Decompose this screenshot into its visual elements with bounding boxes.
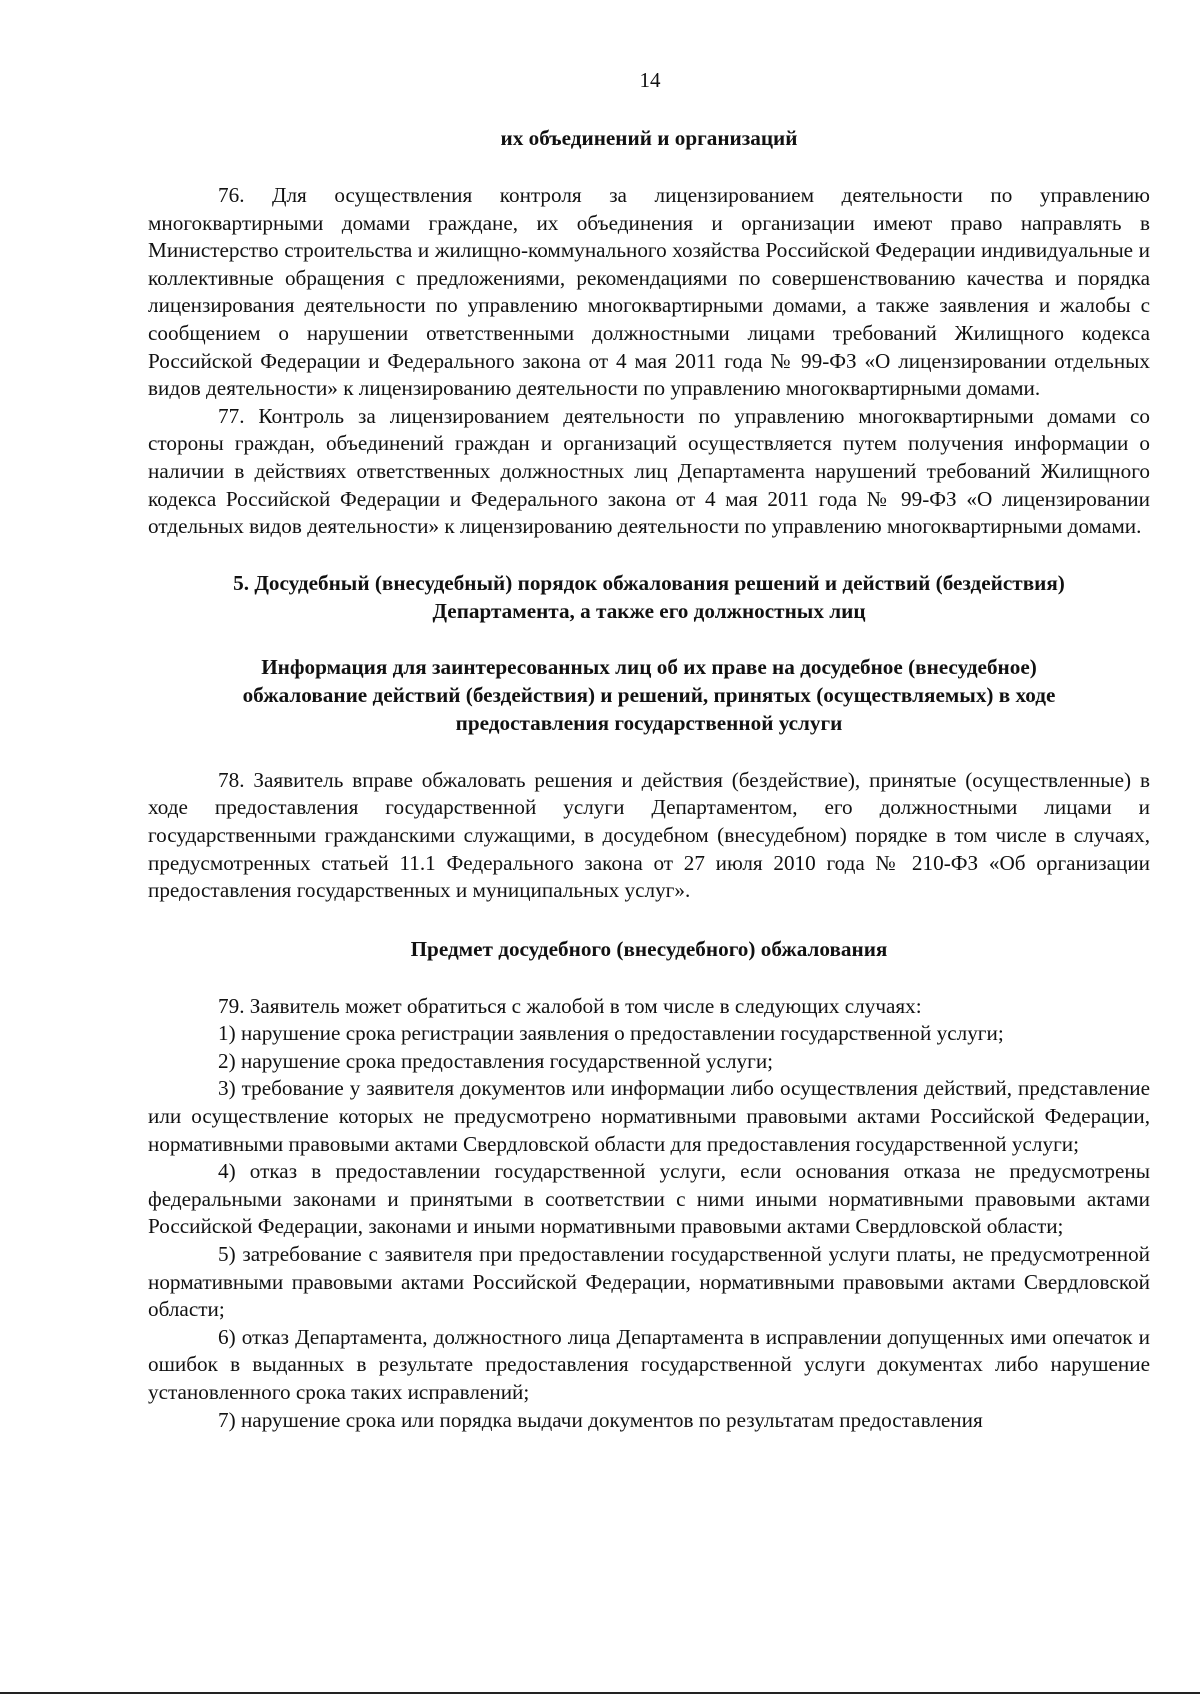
info-heading-line-2: обжалование действий (бездействия) и решений, принятых (осуществляемых) в ходе (242, 682, 1056, 707)
list-item: 2) нарушение срока предоставления государственной услуги; (218, 1048, 774, 1073)
paragraph-78: 78. Заявитель вправе обжаловать решения и действия (бездействие), принятые (осуществленные) в ходе предоставления государственной услуги Департаментом, его должностными лицами и государственными гражданскими служащими, в досудебном (внесудебном) порядке в том числе в случаях, предусмотренных статьей 11.1 Федерального закона от 27 июля 2010 года № 210-ФЗ «Об организации предоставления государственных и муниципальных услуг». (148, 767, 1150, 903)
list-item: 5) затребование с заявителя при предоставлении государственной услуги платы, не предусмотренной нормативными правовыми актами Российской Федерации, нормативными правовыми актами Свердловской области; (148, 1242, 1150, 1322)
list-item: 3) требование у заявителя документов или информации либо осуществления действий, представление или осуществление которых не предусмотрено нормативными правовыми актами Российской Федерации, нормативными правовыми актами Свердловской области для предоставления государственной услуги; (148, 1076, 1150, 1156)
list-item: 4) отказ в предоставлении государственной услуги, если основания отказа не предусмотрены федеральными законами и принятыми в соответствии с ними иными нормативными правовыми актами Российской Федерации, законами и иными нормативными правовыми актами Свердловской области; (148, 1159, 1150, 1239)
paragraph-76: 76. Для осуществления контроля за лицензированием деятельности по управлению многоквартирными домами граждане, их объединения и организации имеют право направлять в Министерство строительства и жилищно-коммунального хозяйства Российской Федерации индивидуальные и коллективные обращения с предложениями, рекомендациями по совершенствованию качества и порядка лицензирования деятельности по управлению многоквартирными домами, а также заявления и жалобы с сообщением о нарушении ответственными должностными лицами требований Жилищного кодекса Российской Федерации и Федерального закона от 4 мая 2011 года № 99-ФЗ «О лицензировании отдельных видов деятельности» к лицензированию деятельности по управлению многоквартирными домами. (148, 183, 1150, 401)
list-item: 1) нарушение срока регистрации заявления о предоставлении государственной услуги; (218, 1021, 1004, 1046)
spacer (148, 625, 1150, 653)
subject-heading: Предмет досудебного (внесудебного) обжалования (410, 936, 888, 961)
list-item: 6) отказ Департамента, должностного лица Департамента в исправлении допущенных ими опечаток и ошибок в выданных в результате предоставления государственной услуги документах либо нарушение установленного срока таких исправлений; (148, 1324, 1150, 1404)
spacer (148, 541, 1150, 569)
scan-edge-line (0, 1692, 1200, 1694)
section-5-heading-line-1: 5. Досудебный (внесудебный) порядок обжалования решений и действий (бездействия) (233, 570, 1065, 595)
spacer (148, 905, 1150, 935)
spacer (148, 152, 1150, 182)
paragraph-77: 77. Контроль за лицензированием деятельности по управлению многоквартирными домами со стороны граждан, объединений граждан и организаций осуществляется путем получения информации о наличии в действиях ответственных должностных лиц Департамента нарушений требований Жилищного кодекса Российской Федерации и Федерального закона от 4 мая 2011 года № 99-ФЗ «О лицензировании отдельных видов деятельности» к лицензированию деятельности по управлению многоквартирными домами. (148, 403, 1150, 539)
document-body (148, 124, 1150, 1434)
page-number: 14 (639, 68, 661, 92)
spacer (148, 737, 1150, 767)
list-item: 7) нарушение срока или порядка выдачи документов по результатам предоставления (218, 1407, 983, 1432)
continued-heading: их объединений и организаций (500, 126, 798, 150)
section-5-heading-line-2: Департамента, а также его должностных лиц (432, 598, 866, 623)
info-heading-line-3: предоставления государственной услуги (455, 710, 843, 735)
paragraph-79: 79. Заявитель может обратиться с жалобой в том числе в следующих случаях: (218, 993, 922, 1018)
info-heading-line-1: Информация для заинтересованных лиц об их праве на досудебное (внесудебное) (261, 654, 1037, 679)
spacer (148, 963, 1150, 993)
